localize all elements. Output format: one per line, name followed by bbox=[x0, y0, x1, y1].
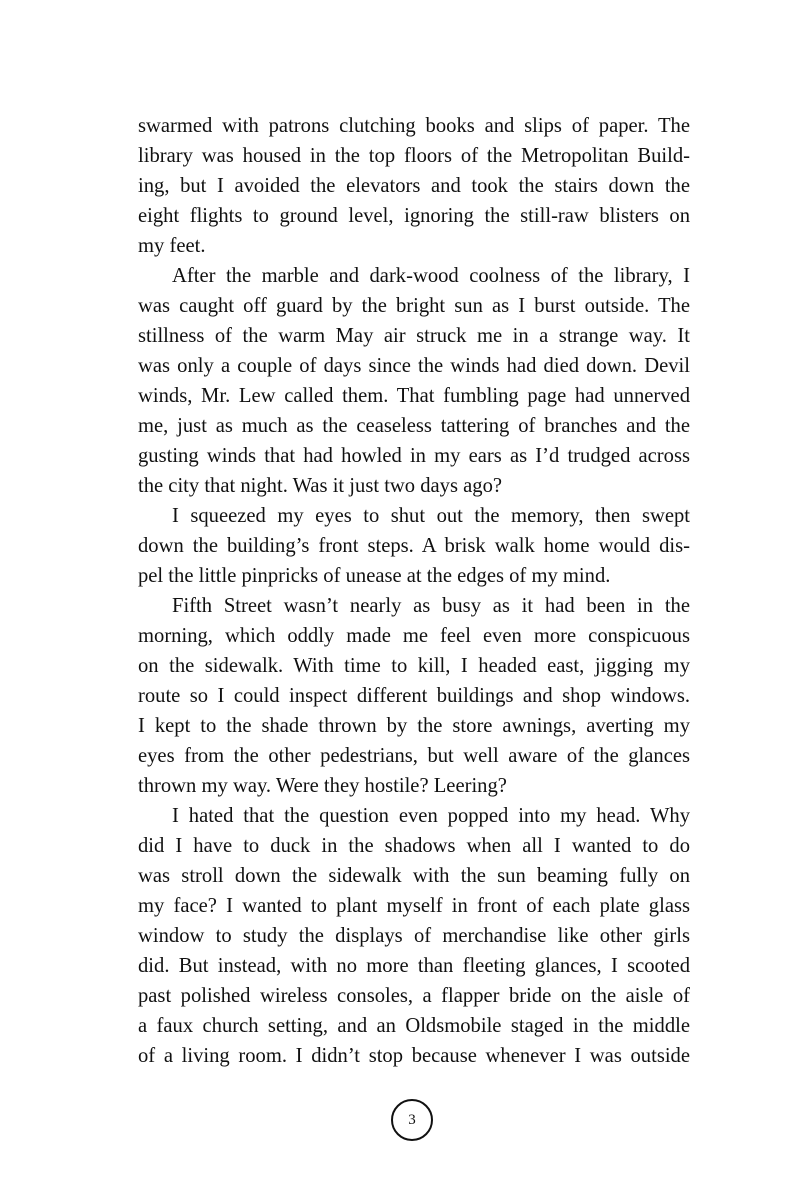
text-line: I hated that the question even popped into my head. Why bbox=[172, 805, 690, 827]
body-text bbox=[138, 111, 690, 1071]
text-line: eight flights to ground level, ignoring the still-raw blisters on bbox=[138, 205, 690, 227]
text-line: was stroll down the sidewalk with the sun beaming fully on bbox=[138, 865, 690, 887]
text-line: window to study the displays of merchandise like other girls bbox=[138, 925, 690, 947]
text-line: was caught off guard by the bright sun as I burst outside. The bbox=[138, 295, 690, 317]
text-line: was only a couple of days since the winds had died down. Devil bbox=[138, 355, 690, 377]
text-line: route so I could inspect different buildings and shop windows. bbox=[138, 685, 690, 707]
text-line: on the sidewalk. With time to kill, I headed east, jigging my bbox=[138, 655, 690, 677]
text-line: down the building’s front steps. A brisk walk home would dis- bbox=[138, 535, 690, 557]
text-line: my face? I wanted to plant myself in front of each plate glass bbox=[138, 895, 690, 917]
text-line: me, just as much as the ceaseless tattering of branches and the bbox=[138, 415, 690, 437]
text-line: I kept to the shade thrown by the store awnings, averting my bbox=[138, 715, 690, 737]
text-line: Fifth Street wasn’t nearly as busy as it had been in the bbox=[172, 595, 690, 617]
text-line: pel the little pinpricks of unease at the edges of my mind. bbox=[138, 565, 611, 587]
text-line: gusting winds that had howled in my ears as I’d trudged across bbox=[138, 445, 690, 467]
text-line: I squeezed my eyes to shut out the memory, then swept bbox=[172, 505, 690, 527]
text-line: ing, but I avoided the elevators and took the stairs down the bbox=[138, 175, 690, 197]
text-line: After the marble and dark-wood coolness of the library, I bbox=[172, 265, 690, 287]
text-line: a faux church setting, and an Oldsmobile staged in the middle bbox=[138, 1015, 690, 1037]
text-line: did I have to duck in the shadows when all I wanted to do bbox=[138, 835, 690, 857]
page-number: 3 bbox=[391, 1099, 433, 1141]
text-line: winds, Mr. Lew called them. That fumbling page had unnerved bbox=[138, 385, 690, 407]
text-line: morning, which oddly made me feel even more conspicuous bbox=[138, 625, 690, 647]
text-line: stillness of the warm May air struck me in a strange way. It bbox=[138, 325, 690, 347]
text-line: my feet. bbox=[138, 235, 206, 257]
text-line: thrown my way. Were they hostile? Leering? bbox=[138, 775, 507, 797]
text-line: eyes from the other pedestrians, but well aware of the glances bbox=[138, 745, 690, 767]
text-line: did. But instead, with no more than fleeting glances, I scooted bbox=[138, 955, 690, 977]
text-line: library was housed in the top floors of the Metropolitan Build- bbox=[138, 145, 690, 167]
text-line: of a living room. I didn’t stop because whenever I was outside bbox=[138, 1045, 690, 1067]
text-line: past polished wireless consoles, a flapper bride on the aisle of bbox=[138, 985, 690, 1007]
text-line: the city that night. Was it just two days ago? bbox=[138, 475, 503, 497]
text-line: swarmed with patrons clutching books and slips of paper. The bbox=[138, 115, 690, 137]
